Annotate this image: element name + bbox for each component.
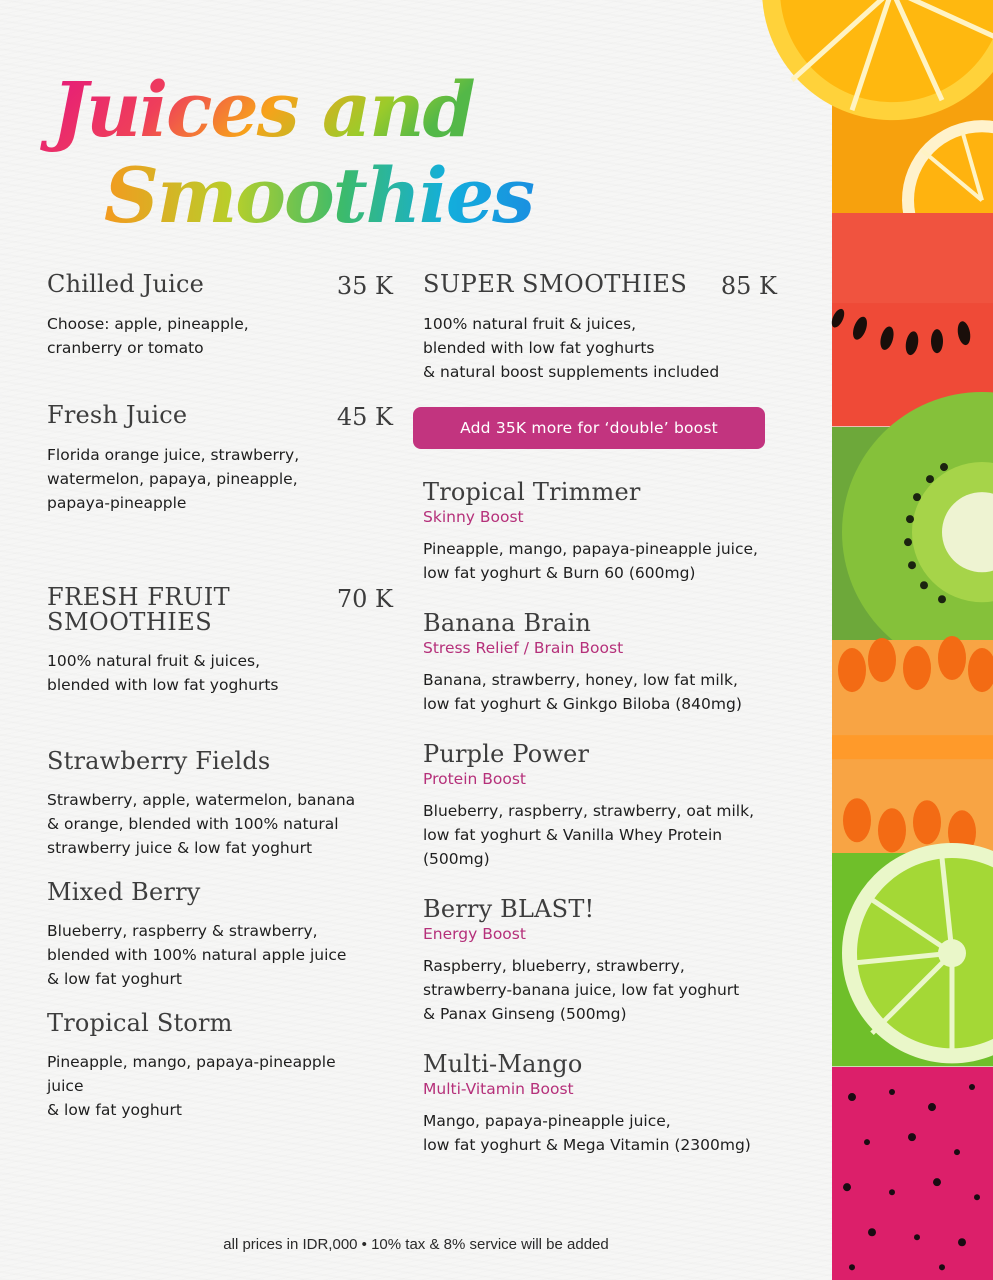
item-description: Raspberry, blueberry, strawberry, strawberry-banana juice, low fat yoghurt & Panax Ginseng (500mg): [423, 957, 740, 1023]
item-description: Banana, strawberry, honey, low fat milk, low fat yoghurt & Ginkgo Biloba (840mg): [423, 671, 742, 713]
dragon-fruit-image: [832, 1067, 993, 1280]
tropical-storm-item: [47, 1011, 393, 1122]
lime-slice-image: [832, 853, 993, 1066]
chilled-juice-item: [47, 272, 393, 360]
item-description: Florida orange juice, strawberry, watermelon, papaya, pineapple, papaya-pineapple: [47, 446, 300, 512]
item-name: Mixed Berry: [47, 878, 201, 906]
orange-slice-image: [832, 0, 993, 213]
item-name: Banana Brain: [423, 609, 592, 637]
item-name: Chilled Juice: [47, 270, 205, 298]
section-price: 85 K: [720, 272, 777, 300]
menu-title: [48, 58, 534, 240]
item-name: Tropical Trimmer: [423, 478, 641, 506]
purple-power-item: [423, 742, 803, 871]
title-line2: Smoothies: [104, 151, 534, 240]
fresh-fruit-smoothies-section: [47, 585, 393, 697]
super-smoothies-section: [423, 272, 783, 384]
item-description: Pineapple, mango, papaya-pineapple juice, low fat yoghurt & Burn 60 (600mg): [423, 540, 758, 582]
section-price: 70 K: [336, 585, 393, 613]
double-boost-button[interactable]: Add 35K more for ‘double’ boost: [413, 407, 765, 449]
section-title-line2: SMOOTHIES: [47, 608, 213, 636]
boost-label: Skinny Boost: [423, 508, 524, 526]
item-name: Strawberry Fields: [47, 747, 271, 775]
section-description: 100% natural fruit & juices, blended with low fat yoghurts: [47, 652, 279, 694]
multi-mango-item: [423, 1052, 803, 1157]
boost-label: Multi-Vitamin Boost: [423, 1080, 574, 1098]
banana-brain-item: [423, 611, 803, 716]
section-title-line1: FRESH FRUIT: [47, 583, 231, 611]
fruit-photo-strip: [832, 0, 993, 1280]
item-name: Tropical Storm: [47, 1009, 233, 1037]
item-description: Mango, papaya-pineapple juice, low fat yoghurt & Mega Vitamin (2300mg): [423, 1112, 751, 1154]
item-description: Blueberry, raspberry & strawberry, blended with 100% natural apple juice & low fat yoghurt: [47, 922, 347, 988]
item-name: Multi-Mango: [423, 1050, 583, 1078]
item-name: Purple Power: [423, 740, 590, 768]
boost-label: Stress Relief / Brain Boost: [423, 639, 624, 657]
boost-label: Protein Boost: [423, 770, 527, 788]
item-name: Berry BLAST!: [423, 895, 595, 923]
tropical-trimmer-item: [423, 480, 803, 585]
item-description: Strawberry, apple, watermelon, banana & orange, blended with 100% natural strawberry juice & low fat yoghurt: [47, 791, 356, 857]
berry-blast-item: [423, 897, 803, 1026]
papaya-image: [832, 640, 993, 853]
item-price: 45 K: [336, 403, 393, 431]
price-footnote: all prices in IDR,000 • 10% tax & 8% service will be added: [223, 1236, 609, 1253]
section-description: 100% natural fruit & juices, blended with low fat yoghurts & natural boost supplements included: [423, 315, 720, 381]
boost-label: Energy Boost: [423, 925, 526, 943]
item-description: Pineapple, mango, papaya-pineapple juice & low fat yoghurt: [47, 1053, 336, 1119]
item-name: Fresh Juice: [47, 401, 188, 429]
item-description: Blueberry, raspberry, strawberry, oat milk, low fat yoghurt & Vanilla Whey Protein (500mg): [423, 802, 755, 868]
item-description: Choose: apple, pineapple, cranberry or tomato: [47, 315, 249, 357]
mixed-berry-item: [47, 880, 393, 991]
fresh-juice-item: [47, 403, 393, 515]
title-line1: Juices and: [52, 65, 474, 154]
section-title: SUPER SMOOTHIES: [423, 270, 688, 298]
kiwi-image: [832, 427, 993, 640]
strawberry-fields-item: [47, 749, 393, 860]
item-price: 35 K: [336, 272, 393, 300]
